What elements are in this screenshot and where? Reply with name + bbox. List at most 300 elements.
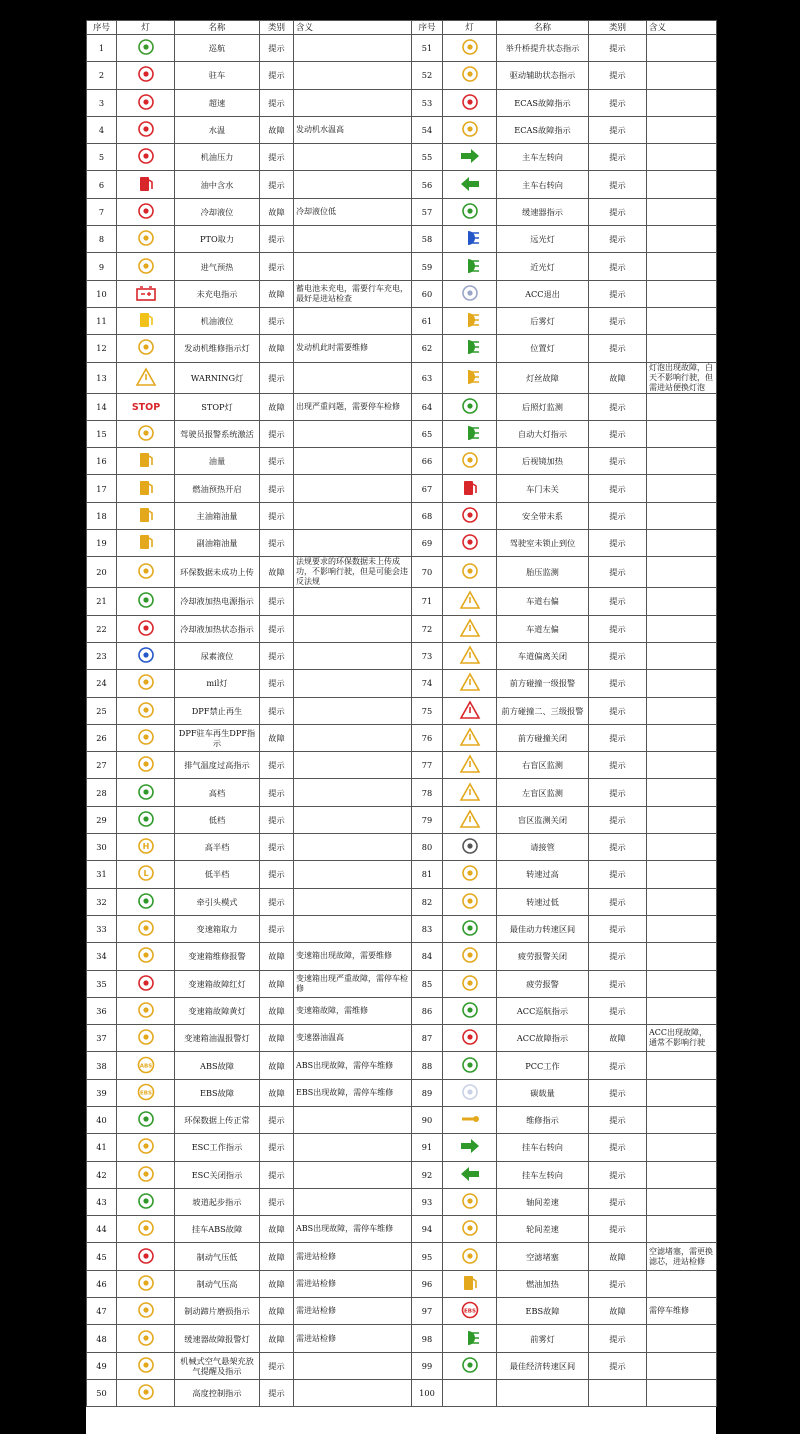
- indicator-name: 油量: [175, 448, 260, 475]
- indicator-light-cell: [443, 670, 497, 697]
- row-number: 71: [412, 588, 443, 615]
- ecas-amber-icon: [458, 119, 482, 139]
- row-number: 93: [412, 1188, 443, 1215]
- indicator-light-cell: [443, 888, 497, 915]
- indicator-meaning: [647, 89, 717, 116]
- indicator-meaning: [647, 62, 717, 89]
- indicator-type: 提示: [589, 915, 647, 942]
- wrench-icon: [458, 1109, 482, 1129]
- indicator-meaning: 需停车维修: [647, 1298, 717, 1325]
- indicator-meaning: [294, 888, 412, 915]
- indicator-type: 提示: [589, 997, 647, 1024]
- indicator-meaning: [647, 1134, 717, 1161]
- indicator-meaning: [294, 1188, 412, 1215]
- row-number: 53: [412, 89, 443, 116]
- row-number: 22: [87, 615, 117, 642]
- row-number: 70: [412, 557, 443, 588]
- table-row: [87, 642, 717, 669]
- row-number: 82: [412, 888, 443, 915]
- indicator-type: 故障: [260, 1325, 294, 1352]
- row-number: 17: [87, 475, 117, 502]
- indicator-type: 提示: [260, 226, 294, 253]
- low-beam-icon: [458, 256, 482, 276]
- trailer-left-icon: [458, 1164, 482, 1184]
- indicator-meaning: [647, 642, 717, 669]
- gearbox-fault-red-icon: [134, 973, 158, 993]
- indicator-meaning: [294, 724, 412, 751]
- indicator-name: PTO取力: [175, 226, 260, 253]
- indicator-name: 燃油加热: [497, 1270, 589, 1297]
- table-row: [87, 307, 717, 334]
- indicator-meaning: [294, 670, 412, 697]
- exhaust-temp-icon: [134, 754, 158, 774]
- front-fog-icon: [458, 1328, 482, 1348]
- indicator-name: 排气温度过高指示: [175, 752, 260, 779]
- table-row: [87, 970, 717, 997]
- ecas-red-icon: [458, 92, 482, 112]
- indicator-meaning: [647, 615, 717, 642]
- indicator-name: 后照灯监测: [497, 393, 589, 420]
- row-number: 67: [412, 475, 443, 502]
- indicator-meaning: [647, 943, 717, 970]
- indicator-type: 提示: [589, 779, 647, 806]
- table-row: [87, 89, 717, 116]
- indicator-meaning: [647, 1052, 717, 1079]
- table-row: [87, 724, 717, 751]
- water-in-fuel-icon: [134, 174, 158, 194]
- row-number: 5: [87, 144, 117, 171]
- indicator-light-cell: [443, 1106, 497, 1133]
- indicator-type: 提示: [589, 697, 647, 724]
- indicator-name: 主车右转向: [497, 171, 589, 198]
- indicator-light-cell: [117, 779, 175, 806]
- indicator-name: 碳载量: [497, 1079, 589, 1106]
- battery-icon: [134, 283, 158, 303]
- table-row: [87, 335, 717, 362]
- indicator-light-cell: [443, 1298, 497, 1325]
- indicator-light-cell: [117, 642, 175, 669]
- row-number: 77: [412, 752, 443, 779]
- indicator-type: 提示: [589, 943, 647, 970]
- indicator-name: 盲区监测关闭: [497, 806, 589, 833]
- indicator-meaning: 变速箱出现故障，需要维修: [294, 943, 412, 970]
- indicator-light-cell: [443, 307, 497, 334]
- row-number: 81: [412, 861, 443, 888]
- row-number: 46: [87, 1270, 117, 1297]
- acc-cruise-icon: [458, 1000, 482, 1020]
- indicator-name: 轮间差速: [497, 1216, 589, 1243]
- oil-pressure-icon: [134, 146, 158, 166]
- indicator-name: 主车左转向: [497, 144, 589, 171]
- indicator-name: 车门未关: [497, 475, 589, 502]
- indicator-type: 提示: [260, 1379, 294, 1406]
- indicator-name: 冷却液位: [175, 198, 260, 225]
- indicator-type: 提示: [589, 475, 647, 502]
- indicator-meaning: [294, 362, 412, 393]
- row-number: 87: [412, 1025, 443, 1052]
- indicator-light-cell: [443, 253, 497, 280]
- indicator-name: 制动气压低: [175, 1243, 260, 1270]
- indicator-type: 故障: [260, 1298, 294, 1325]
- indicator-light-cell: [443, 1352, 497, 1379]
- indicator-name: 低档: [175, 806, 260, 833]
- row-number: 95: [412, 1243, 443, 1270]
- indicator-meaning: [647, 1325, 717, 1352]
- coolant-heater-status-icon: [134, 618, 158, 638]
- dpf-regen-icon: [134, 727, 158, 747]
- row-number: 6: [87, 171, 117, 198]
- indicator-type: 提示: [589, 89, 647, 116]
- table-row: [87, 806, 717, 833]
- indicator-meaning: [647, 888, 717, 915]
- table-row: [87, 1052, 717, 1079]
- rpm-low-icon: [458, 891, 482, 911]
- indicator-name: 举升桥提升状态指示: [497, 35, 589, 62]
- row-number: 13: [87, 362, 117, 393]
- table-row: [87, 362, 717, 393]
- indicator-meaning: [647, 970, 717, 997]
- indicator-type: 提示: [260, 144, 294, 171]
- indicator-type: 提示: [589, 307, 647, 334]
- indicator-light-cell: [443, 1243, 497, 1270]
- indicator-type: 提示: [589, 834, 647, 861]
- indicator-name: 灯丝故障: [497, 362, 589, 393]
- collision-l1-icon: [458, 672, 482, 692]
- indicator-light-cell: [117, 697, 175, 724]
- row-number: 72: [412, 615, 443, 642]
- indicator-meaning: ACC出现故障，通常不影响行驶: [647, 1025, 717, 1052]
- indicator-light-cell: [117, 144, 175, 171]
- table-row: [87, 1161, 717, 1188]
- indicator-meaning: [294, 697, 412, 724]
- indicator-light-cell: [443, 89, 497, 116]
- table-row: [87, 834, 717, 861]
- pto-icon: [134, 228, 158, 248]
- indicator-meaning: [294, 448, 412, 475]
- indicator-light-cell: [117, 307, 175, 334]
- table-row: [87, 697, 717, 724]
- table-row: [87, 1352, 717, 1379]
- fatigue-off-icon: [458, 945, 482, 965]
- takeover-wheel-icon: [458, 836, 482, 856]
- header-meaning: 含义: [294, 21, 412, 35]
- position-light-icon: [458, 337, 482, 357]
- indicator-name: 胎压监测: [497, 557, 589, 588]
- indicator-light-cell: [117, 1243, 175, 1270]
- indicator-type: 故障: [260, 943, 294, 970]
- indicator-type: 提示: [589, 1134, 647, 1161]
- parking-brake-icon: [134, 64, 158, 84]
- indicator-name: 疲劳报警: [497, 970, 589, 997]
- indicator-light-cell: [117, 1352, 175, 1379]
- indicator-name: 牵引头模式: [175, 888, 260, 915]
- indicator-name: 变速箱取力: [175, 915, 260, 942]
- row-number: 34: [87, 943, 117, 970]
- indicator-light-cell: [443, 779, 497, 806]
- indicator-type: 故障: [260, 335, 294, 362]
- indicator-meaning: [294, 1134, 412, 1161]
- indicator-meaning: [647, 1106, 717, 1133]
- indicator-type: 提示: [260, 670, 294, 697]
- row-number: 43: [87, 1188, 117, 1215]
- indicator-light-cell: [443, 35, 497, 62]
- indicator-meaning: EBS出现故障，需停车维修: [294, 1079, 412, 1106]
- indicator-light-cell: [443, 834, 497, 861]
- indicator-type: 提示: [589, 670, 647, 697]
- indicator-name: 空滤堵塞: [497, 1243, 589, 1270]
- indicator-meaning: [647, 724, 717, 751]
- indicator-light-cell: [443, 362, 497, 393]
- indicator-name: 高档: [175, 779, 260, 806]
- indicator-type: 提示: [260, 62, 294, 89]
- row-number: 65: [412, 420, 443, 447]
- table-row: [87, 1134, 717, 1161]
- row-number: 83: [412, 915, 443, 942]
- indicator-type: 提示: [589, 420, 647, 447]
- indicator-name: 最佳经济转速区间: [497, 1352, 589, 1379]
- indicator-name: 前雾灯: [497, 1325, 589, 1352]
- indicator-light-cell: [443, 1025, 497, 1052]
- row-number: 12: [87, 335, 117, 362]
- table-row: [87, 35, 717, 62]
- stop-icon: [131, 396, 160, 416]
- indicator-meaning: [294, 420, 412, 447]
- indicator-meaning: 法规要求的环保数据未上传成功，不影响行驶，但是可能会违反法规: [294, 557, 412, 588]
- indicator-meaning: [647, 1379, 717, 1406]
- indicator-name: 转速过低: [497, 888, 589, 915]
- indicator-meaning: [647, 335, 717, 362]
- indicator-name: 前方碰撞关闭: [497, 724, 589, 751]
- indicator-meaning: [647, 915, 717, 942]
- indicator-type: 提示: [589, 557, 647, 588]
- row-number: 78: [412, 779, 443, 806]
- header-name: 名称: [175, 21, 260, 35]
- table-row: [87, 171, 717, 198]
- indicator-light-cell: [117, 943, 175, 970]
- row-number: 57: [412, 198, 443, 225]
- indicator-meaning: [294, 861, 412, 888]
- row-number: 45: [87, 1243, 117, 1270]
- seatbelt-icon: [458, 505, 482, 525]
- indicator-light-cell: [443, 280, 497, 307]
- indicator-meaning: 出现严重问题，需要停车检修: [294, 393, 412, 420]
- row-number: 86: [412, 997, 443, 1024]
- indicator-name: 制动气压高: [175, 1270, 260, 1297]
- indicator-type: 故障: [260, 1216, 294, 1243]
- indicator-name: ESC工作指示: [175, 1134, 260, 1161]
- row-number: 58: [412, 226, 443, 253]
- header-meaning-2: 含义: [647, 21, 717, 35]
- indicator-meaning: [294, 1379, 412, 1406]
- indicator-type: 提示: [589, 1161, 647, 1188]
- row-number: 15: [87, 420, 117, 447]
- indicator-meaning: [647, 1270, 717, 1297]
- hill-start-icon: [134, 1191, 158, 1211]
- table-row: [87, 1216, 717, 1243]
- gearbox-pto-icon: [134, 918, 158, 938]
- engine-service-icon: [134, 337, 158, 357]
- dpf-inhibit-icon: [134, 700, 158, 720]
- indicator-light-cell: [443, 448, 497, 475]
- indicator-meaning: 需进站检修: [294, 1298, 412, 1325]
- row-number: 96: [412, 1270, 443, 1297]
- brake-pressure-low-icon: [134, 1246, 158, 1266]
- trailer-abs-icon: [134, 1218, 158, 1238]
- indicator-meaning: [647, 502, 717, 529]
- indicator-meaning: [647, 670, 717, 697]
- fuel-preheat-icon: [134, 478, 158, 498]
- indicator-type: 提示: [589, 1188, 647, 1215]
- indicator-name: WARNING灯: [175, 362, 260, 393]
- indicator-meaning: [647, 1216, 717, 1243]
- blind-right-icon: [458, 754, 482, 774]
- indicator-type: 提示: [260, 1134, 294, 1161]
- gearbox-oil-temp-icon: [134, 1027, 158, 1047]
- indicator-meaning: [647, 226, 717, 253]
- indicator-type: 提示: [260, 861, 294, 888]
- table-row: [87, 670, 717, 697]
- lane-right-icon: [458, 590, 482, 610]
- brake-pressure-high-icon: [134, 1273, 158, 1293]
- indicator-meaning: 发动机水温高: [294, 116, 412, 143]
- coolant-temp-icon: [134, 119, 158, 139]
- indicator-light-cell: [443, 1270, 497, 1297]
- table-row: [87, 62, 717, 89]
- indicator-light-cell: [443, 642, 497, 669]
- indicator-light-cell: [443, 806, 497, 833]
- indicator-meaning: [294, 144, 412, 171]
- axle-lift-icon: [458, 37, 482, 57]
- indicator-light-cell: [117, 997, 175, 1024]
- indicator-light-cell: [117, 1216, 175, 1243]
- indicator-light-cell: [117, 752, 175, 779]
- indicator-light-cell: [443, 171, 497, 198]
- indicator-light-cell: [117, 1325, 175, 1352]
- table-row: [87, 502, 717, 529]
- row-number: 88: [412, 1052, 443, 1079]
- indicator-meaning: [647, 116, 717, 143]
- header-light: 灯: [117, 21, 175, 35]
- indicator-name: 前方碰撞一级报警: [497, 670, 589, 697]
- indicator-light-cell: [117, 1379, 175, 1406]
- indicator-name: 机油压力: [175, 144, 260, 171]
- indicator-light-table-sheet: [86, 20, 716, 1434]
- row-number: 64: [412, 393, 443, 420]
- indicator-light-cell: [117, 1161, 175, 1188]
- blind-off-icon: [458, 809, 482, 829]
- indicator-type: 提示: [260, 448, 294, 475]
- indicator-type: 提示: [589, 35, 647, 62]
- indicator-type: 故障: [260, 1025, 294, 1052]
- indicator-type: 提示: [589, 1325, 647, 1352]
- indicator-name: 变速箱油温报警灯: [175, 1025, 260, 1052]
- indicator-light-cell: [117, 362, 175, 393]
- indicator-light-cell: [117, 253, 175, 280]
- row-number: 74: [412, 670, 443, 697]
- indicator-name: [497, 1379, 589, 1406]
- indicator-light-cell: [117, 970, 175, 997]
- row-number: 24: [87, 670, 117, 697]
- indicator-name: 冷却液加热状态指示: [175, 615, 260, 642]
- trailer-right-icon: [458, 1136, 482, 1156]
- indicator-name: 左盲区监测: [497, 779, 589, 806]
- indicator-name: 坡道起步指示: [175, 1188, 260, 1215]
- indicator-name: 近光灯: [497, 253, 589, 280]
- indicator-type: 提示: [260, 530, 294, 557]
- indicator-light-cell: [443, 144, 497, 171]
- mil-engine-icon: [134, 672, 158, 692]
- indicator-name: 高半档: [175, 834, 260, 861]
- row-number: 89: [412, 1079, 443, 1106]
- indicator-light-cell: [117, 226, 175, 253]
- overspeed-icon: [134, 92, 158, 112]
- indicator-name: 后视镜加热: [497, 448, 589, 475]
- indicator-meaning: [294, 307, 412, 334]
- table-row: [87, 1243, 717, 1270]
- header-light-2: 灯: [443, 21, 497, 35]
- indicator-light-cell: [443, 752, 497, 779]
- indicator-type: 提示: [260, 915, 294, 942]
- table-body: [87, 35, 717, 1407]
- table-row: [87, 253, 717, 280]
- row-number: 59: [412, 253, 443, 280]
- indicator-type: 提示: [589, 116, 647, 143]
- indicator-type: 提示: [589, 1270, 647, 1297]
- indicator-name: 缓速器故障报警灯: [175, 1325, 260, 1352]
- acc-fault-icon: [458, 1027, 482, 1047]
- indicator-type: 提示: [589, 642, 647, 669]
- header-name-2: 名称: [497, 21, 589, 35]
- row-number: 44: [87, 1216, 117, 1243]
- indicator-type: 提示: [589, 806, 647, 833]
- row-number: 10: [87, 280, 117, 307]
- row-number: 2: [87, 62, 117, 89]
- indicator-name: 车道右偏: [497, 588, 589, 615]
- table-row: [87, 861, 717, 888]
- indicator-name: DPF禁止再生: [175, 697, 260, 724]
- indicator-meaning: 蓄电池未充电，需要行车充电，最好是进站检查: [294, 280, 412, 307]
- indicator-light-cell: [443, 861, 497, 888]
- svg-text:STOP: STOP: [131, 401, 160, 413]
- indicator-light-cell: [443, 943, 497, 970]
- indicator-type: 故障: [589, 362, 647, 393]
- indicator-name: 机油液位: [175, 307, 260, 334]
- indicator-name: 机械式空气悬架充放气提醒及指示: [175, 1352, 260, 1379]
- indicator-type: 提示: [260, 253, 294, 280]
- row-number: 41: [87, 1134, 117, 1161]
- indicator-meaning: [647, 393, 717, 420]
- indicator-type: 故障: [260, 1270, 294, 1297]
- indicator-name: 进气预热: [175, 253, 260, 280]
- row-number: 4: [87, 116, 117, 143]
- indicator-name: 高度控制指示: [175, 1379, 260, 1406]
- indicator-light-cell: [117, 62, 175, 89]
- indicator-light-cell: [117, 1079, 175, 1106]
- indicator-light-cell: [117, 280, 175, 307]
- coolant-heater-icon: [134, 590, 158, 610]
- indicator-light-cell: [443, 116, 497, 143]
- indicator-light-cell: [443, 997, 497, 1024]
- indicator-name: 挂车右转向: [497, 1134, 589, 1161]
- ebs-amber-icon: [134, 1082, 158, 1102]
- table-row: [87, 1298, 717, 1325]
- row-number: 20: [87, 557, 117, 588]
- indicator-meaning: [294, 89, 412, 116]
- drive-assist-icon: [458, 64, 482, 84]
- indicator-light-cell: [117, 557, 175, 588]
- table-row: [87, 557, 717, 588]
- indicator-meaning: [294, 171, 412, 198]
